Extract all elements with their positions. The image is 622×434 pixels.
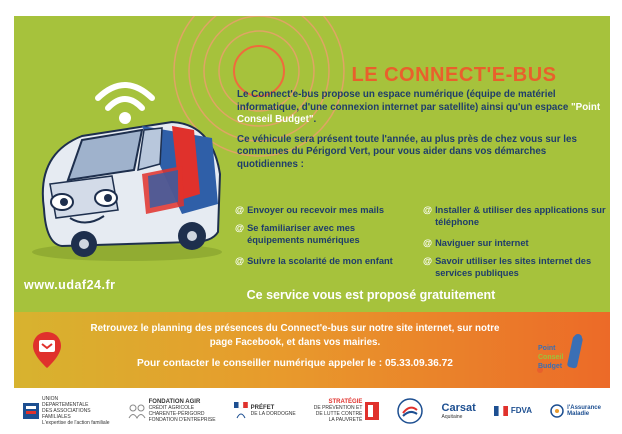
- service-text: Naviguer sur internet: [435, 238, 529, 248]
- at-icon: @: [235, 205, 245, 215]
- partner-text: DE LA DORDOGNE: [250, 411, 296, 417]
- france-relance-icon: [397, 398, 423, 424]
- partner-logo-fondation-agir: [128, 399, 216, 423]
- partner-logo-strategie: [314, 399, 380, 423]
- service-text: Se familiariser avec mes équipements numériques: [247, 223, 360, 245]
- partner-text: L'expertise de l'action familiale: [42, 420, 110, 426]
- service-item: [423, 205, 610, 228]
- partner-logo-fdva: [494, 406, 532, 416]
- flyer-panel: [14, 16, 610, 388]
- assurance-icon: [550, 404, 564, 418]
- partners-bar: [14, 394, 610, 428]
- budget-logo-line3: Budget: [538, 363, 563, 370]
- intro-paragraph: [237, 89, 609, 127]
- description: [237, 89, 609, 179]
- presence-paragraph: Ce véhicule sera présent toute l'année, au plus près de chez vous sur les communes du Périgord Vert, pour vous aider dans vos démarches quotidiennes :: [237, 133, 577, 170]
- partner-logo-assurance-maladie: [550, 404, 601, 418]
- partner-text: DEPARTEMENTALE: [42, 402, 89, 408]
- service-item: [423, 238, 610, 250]
- service-item: [235, 205, 420, 217]
- partner-text: CHARENTE-PÉRIGORD: [148, 411, 205, 417]
- service-item: [235, 256, 420, 268]
- map-pin-icon: [32, 330, 62, 370]
- budget-logo-line2: Conseil: [538, 354, 564, 361]
- partner-text: l'Assurance: [567, 405, 601, 411]
- partner-text: DE LUTTE CONTRE: [315, 411, 363, 417]
- service-text: Suivre la scolarité de mon enfant: [247, 256, 393, 266]
- info-band: [14, 312, 610, 388]
- point-conseil-budget-logo: [534, 334, 586, 380]
- intro-highlight: "Point Conseil Budget": [237, 101, 601, 126]
- planning-text: Retrouvez le planning des présences du Connect'e-bus sur notre site internet, sur notre page Facebook, et dans vos mairies.: [90, 323, 500, 348]
- partner-logo-carsat: [442, 403, 476, 420]
- partner-text: DES ASSOCIATIONS: [42, 408, 91, 414]
- page-title: LE CONNECT'E-BUS: [351, 64, 557, 86]
- marianne-icon: [234, 402, 248, 420]
- partner-text: Carsat: [441, 401, 476, 414]
- at-icon: @: [423, 256, 433, 266]
- partner-text: UNION: [42, 396, 59, 402]
- strategie-icon: [365, 402, 379, 420]
- at-icon: @: [235, 223, 245, 233]
- partner-text: FONDATION AGIR: [148, 399, 201, 405]
- service-item: [423, 256, 610, 279]
- service-text: Savoir utiliser les sites internet des services publiques: [435, 256, 592, 278]
- partner-text: LA PAUVRETÉ: [328, 417, 363, 423]
- service-item: [235, 223, 415, 246]
- flag-icon: [494, 406, 508, 416]
- partner-text: DE PRÉVENTION ET: [313, 405, 363, 411]
- contact-text: Pour contacter le conseiller numérique appeler le : 05.33.09.36.72: [137, 358, 453, 369]
- partner-text: STRATÉGIE: [328, 399, 363, 405]
- service-text: Installer & utiliser des applications sur téléphone: [435, 205, 606, 227]
- partner-logo-france-relance: [397, 398, 423, 424]
- intro-text: Le Connect'e-bus propose un espace numérique (équipe de matériel informatique, d'une connexion internet par satellite) ainsi qu'un espace: [237, 89, 572, 113]
- partner-text: FDVA: [510, 406, 533, 415]
- partner-logo-prefet: [234, 402, 296, 420]
- partner-text: CRÉDIT AGRICOLE: [148, 405, 195, 411]
- free-service-text: Ce service vous est proposé gratuitement: [246, 288, 496, 302]
- at-icon: @: [235, 256, 245, 266]
- at-icon: @: [423, 205, 433, 215]
- udaf-icon: [23, 403, 39, 419]
- partner-text: Aquitaine: [441, 413, 463, 420]
- partner-text: FAMILIALES: [42, 414, 71, 420]
- partner-text: PRÉFET: [250, 405, 275, 411]
- website-link[interactable]: www.udaf24.fr: [24, 278, 116, 292]
- people-icon: [128, 403, 146, 419]
- budget-logo-line1: Point: [538, 345, 556, 352]
- bus-illustration: [22, 114, 227, 264]
- intro-end: .: [313, 114, 317, 126]
- partner-logo-udaf: [23, 396, 110, 426]
- partner-text: FONDATION D'ENTREPRISE: [148, 417, 216, 423]
- service-text: Envoyer ou recevoir mes mails: [247, 205, 385, 215]
- at-icon: @: [423, 238, 433, 248]
- partner-text: Maladie: [567, 411, 590, 417]
